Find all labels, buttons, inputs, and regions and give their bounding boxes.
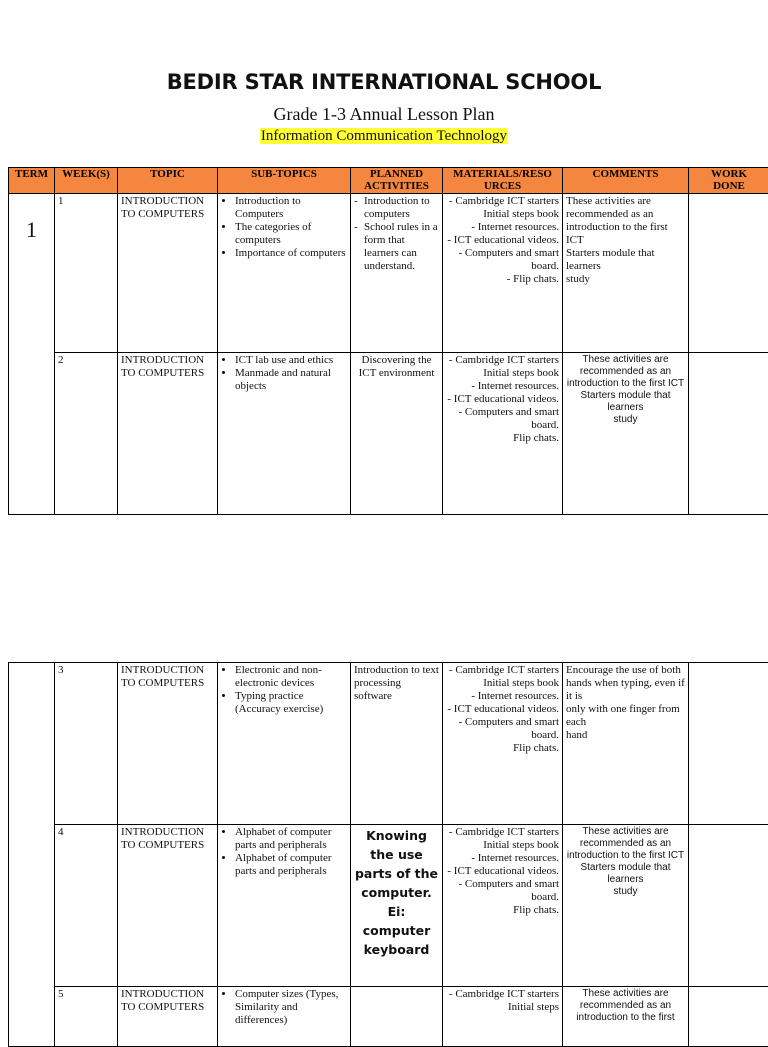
term-cell: 1 [9,194,55,515]
subject-highlight: Information Communication Technology [260,128,508,144]
subtopic-item: • Typing practice (Accuracy exercise) [235,690,347,716]
topic-cell: INTRODUCTION TO COMPUTERS [118,987,218,1047]
lesson-plan-table-1 [8,167,768,515]
topic-cell: INTRODUCTION TO COMPUTERS [118,663,218,825]
week-cell: 5 [55,987,118,1047]
table-row [9,194,768,353]
comments-cell: These activities are recommended as an introduction to the first [563,987,689,1047]
material-item: Flip chats. [446,904,559,917]
subtopic-item: • Manmade and natural objects [235,367,347,393]
work-done-cell [689,987,768,1047]
activity-item: Discovering the ICT environment [354,354,439,380]
work-done-cell [689,825,768,987]
material-item: - Cambridge ICT starters Initial steps book [446,826,559,852]
materials-cell [443,353,563,515]
work-done-cell [689,663,768,825]
material-item: - Cambridge ICT starters Initial steps book [446,195,559,221]
activities-cell [351,987,443,1047]
col-subtopics: SUB-TOPICS [218,168,351,194]
col-activities: PLANNED ACTIVITIES [351,168,443,194]
table-row [9,987,768,1047]
material-item: - ICT educational videos. [446,865,559,878]
materials-cell [443,663,563,825]
material-item: - ICT educational videos. [446,703,559,716]
subtopics-cell [218,663,351,825]
activity-item: Knowing the use parts of the computer. Ei: computer keyboard [354,826,439,959]
subtopic-item: • Alphabet of computer parts and peripherals [235,852,347,878]
subtopics-cell [218,987,351,1047]
topic-cell: INTRODUCTION TO COMPUTERS [118,194,218,353]
materials-cell [443,825,563,987]
material-item: - Computers and smart board. [446,878,559,904]
subtopic-item: • Alphabet of computer parts and peripherals [235,826,347,852]
material-item: - Computers and smart board. [446,716,559,742]
subtopic-item: • Introduction to Computers [235,195,347,221]
material-item: - Flip chats. [446,273,559,286]
week-cell: 3 [55,663,118,825]
week-cell: 4 [55,825,118,987]
material-item: - Computers and smart board. [446,406,559,432]
table-row [9,353,768,515]
material-item: Flip chats. [446,742,559,755]
col-term: TERM [9,168,55,194]
week-cell: 1 [55,194,118,353]
material-item: - Cambridge ICT starters Initial steps book [446,354,559,380]
material-item: - Computers and smart board. [446,247,559,273]
school-name: BEDIR STAR INTERNATIONAL SCHOOL [0,70,768,94]
activities-cell [351,353,443,515]
term-cell [9,663,55,1047]
subtopic-item: • Importance of computers [235,247,347,260]
activities-cell [351,194,443,353]
col-comments: COMMENTS [563,168,689,194]
materials-cell [443,194,563,353]
comments-cell: These activities are recommended as an introduction to the first ICT Starters module that learners study [563,825,689,987]
subtopics-cell [218,353,351,515]
subtopic-item: • Electronic and non-electronic devices [235,664,347,690]
activity-item: - Introduction to computers [354,195,439,221]
material-item: Flip chats. [446,432,559,445]
week-cell: 2 [55,353,118,515]
col-topic: TOPIC [118,168,218,194]
table-row [9,825,768,987]
topic-cell: INTRODUCTION TO COMPUTERS [118,825,218,987]
materials-cell [443,987,563,1047]
subtopics-cell [218,194,351,353]
col-weeks: WEEK(S) [55,168,118,194]
work-done-cell [689,194,768,353]
subtopic-item: • The categories of computers [235,221,347,247]
material-item: - Cambridge ICT starters Initial steps [446,988,559,1014]
subject-title [0,127,768,145]
activity-item: - School rules in a form that learners can understand. [354,221,439,273]
table-row [9,663,768,825]
comments-cell: These activities are recommended as an introduction to the first ICT Starters module that learners study [563,194,689,353]
topic-cell: INTRODUCTION TO COMPUTERS [118,353,218,515]
activity-item: Introduction to text processing software [354,664,439,703]
comments-cell: Encourage the use of both hands when typing, even if it is only with one finger from each hand [563,663,689,825]
material-item: - Cambridge ICT starters Initial steps book [446,664,559,690]
comments-cell: These activities are recommended as an introduction to the first ICT Starters module that learners study [563,353,689,515]
subtopics-cell [218,825,351,987]
material-item: - Internet resources. [446,221,559,234]
lesson-plan-table-2 [8,662,768,1047]
subtopic-item: • Computer sizes (Types, Similarity and differences) [235,988,347,1027]
subtopic-item: • ICT lab use and ethics [235,354,347,367]
material-item: - ICT educational videos. [446,234,559,247]
work-done-cell [689,353,768,515]
material-item: - Internet resources. [446,690,559,703]
material-item: - ICT educational videos. [446,393,559,406]
activities-cell [351,663,443,825]
col-materials: MATERIALS/RESO URCES [443,168,563,194]
plan-title: Grade 1-3 Annual Lesson Plan [0,104,768,125]
activities-cell [351,825,443,987]
col-work-done: WORK DONE [689,168,768,194]
material-item: - Internet resources. [446,852,559,865]
material-item: - Internet resources. [446,380,559,393]
